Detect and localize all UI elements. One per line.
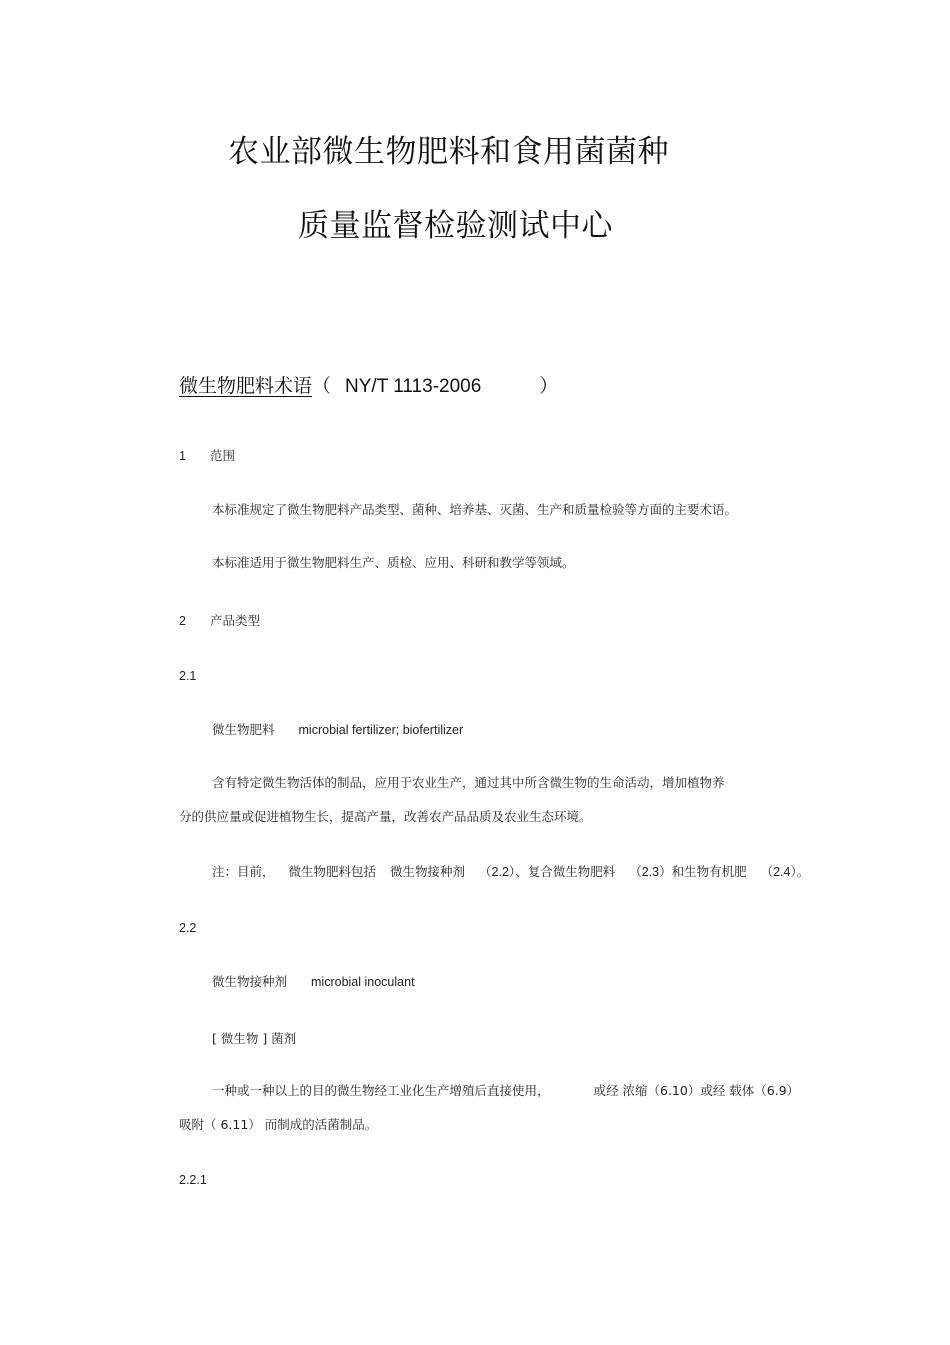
standard-open-paren: （ [312,375,332,397]
section-1-number: 1 [179,449,186,463]
section-2-2-definition-line2: 吸附（ 6.11） 而制成的活菌制品。 [179,1117,378,1132]
section-2-1-definition-line1: 含有特定微生物活体的制品，应用于农业生产，通过其中所含微生物的生命活动，增加植物养 [212,775,725,790]
section-2-2-alias: [ 微生物 ] 菌剂 [212,1031,297,1046]
section-2-1-term [212,720,463,738]
section-2-1-term-en: microbial fertilizer; biofertilizer [298,723,464,737]
note-ref-2: （2.3） [629,865,672,879]
standard-name: 微生物肥料术语 [179,375,313,397]
document-title-line2: 质量监督检验测试中心 [298,208,613,244]
section-2-number: 2 [179,614,186,628]
standard-heading [179,371,558,398]
standard-code: NY/T 1113-2006 [345,376,482,397]
section-1-title: 范围 [209,448,235,463]
section-2-2-term-cn: 微生物接种剂 [212,974,288,989]
section-2-1-note [212,862,809,880]
note-part-c: 、复合微生物肥料 [515,864,616,879]
section-2-2-1-number: 2.2.1 [179,1173,207,1187]
note-prefix: 注：目前， [212,864,275,879]
section-2-2-term-en: microbial inoculant [311,975,415,989]
section-2-heading [179,611,260,629]
section-2-title: 产品类型 [209,613,260,628]
section-2-2-def-a: 一种或一种以上的目的微生物经工业化生产增殖后直接使用， [212,1083,550,1098]
section-1-paragraph-2: 本标准适用于微生物肥料生产、质检、应用、科研和教学等领域。 [212,555,575,570]
note-end: 。 [796,864,810,879]
note-ref-1: （2.2） [479,865,516,879]
section-1-paragraph-1: 本标准规定了微生物肥料产品类型、菌种、培养基、灭菌、生产和质量检验等方面的主要术语。 [212,502,738,517]
document-title-line1: 农业部微生物肥料和食用菌菌种 [228,134,669,170]
note-part-a: 微生物肥料包括 [288,864,377,879]
section-2-2-term [212,972,415,990]
section-2-1-definition-line2: 分的供应量或促进植物生长，提高产量，改善农产品品质及农业生态环境。 [179,809,592,824]
standard-close-paren: ） [539,375,559,397]
section-2-1-term-cn: 微生物肥料 [212,722,275,737]
section-2-2-definition-line1 [212,1081,799,1099]
note-part-b: 微生物接种剂 [390,864,466,879]
section-2-1-number: 2.1 [179,669,197,683]
note-ref-3: （2.4） [760,865,797,879]
note-part-d: 和生物有机肥 [671,864,747,879]
section-1-heading [179,446,235,464]
section-2-2-def-b: 或经 浓缩（6.10）或经 载体（6.9） [593,1083,800,1098]
section-2-2-number: 2.2 [179,921,197,935]
